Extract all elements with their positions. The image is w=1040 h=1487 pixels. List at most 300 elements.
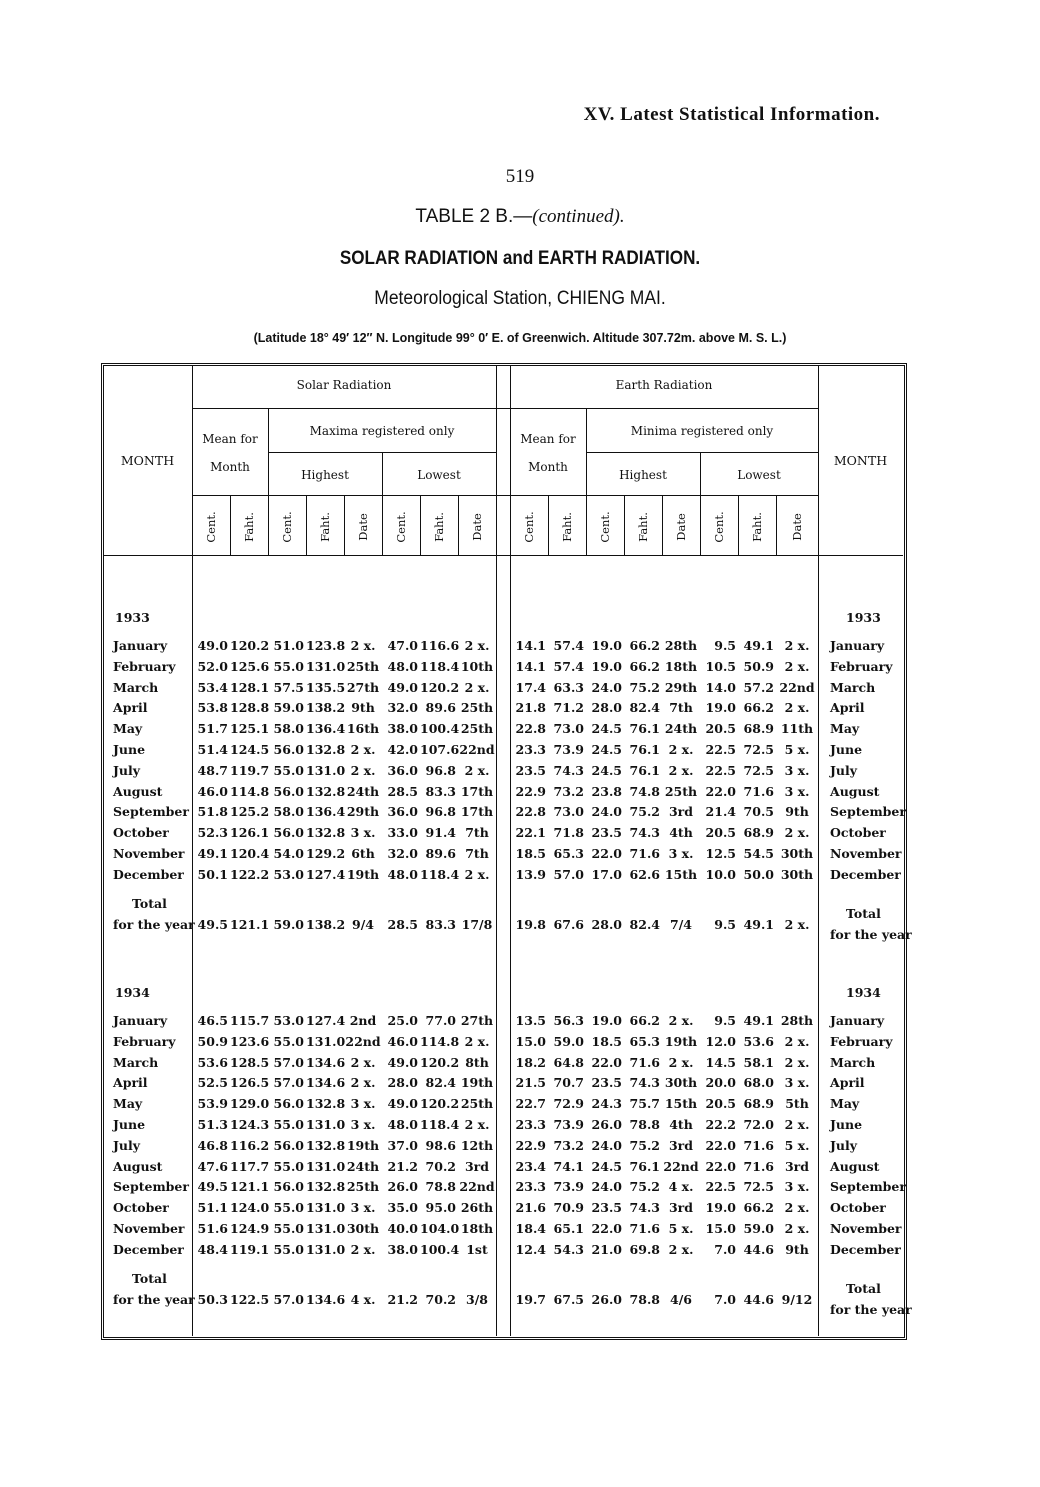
table-cell: 56.3 [553,1013,584,1028]
table-cell: 53.9 [197,1096,228,1112]
table-cell: 95.0 [425,1200,456,1216]
table-cell: 65.3 [629,1033,660,1049]
table-cell: 53.8 [197,700,228,716]
table-cell: 17th [460,804,494,820]
table-cell: 124.0 [230,1200,270,1216]
station-name: Meteorological Station, CHIENG MAI. [374,288,666,309]
table-cell: 52.5 [197,1075,228,1091]
table-cell: 2 x. [784,1200,810,1216]
table-cell: 50.1 [197,866,228,882]
table-cell: 47.0 [387,638,418,653]
table-cell: 25th [346,658,380,674]
month-name-left: October [113,825,169,841]
table-cell: 15th [664,866,698,882]
table-cell: 17.0 [591,866,622,882]
table-cell: 54.5 [743,846,774,861]
table-cell: 48.7 [197,762,228,778]
total-cell: 3/8 [466,1291,488,1307]
table-cell: 65.1 [553,1221,584,1236]
table-cell: 32.0 [387,846,418,861]
table-cell: 25th [664,783,698,799]
table-cell: 18th [460,1221,494,1236]
total-cell: 19.7 [515,1291,546,1307]
table-cell: 68.0 [743,1075,774,1091]
column-divider [818,365,819,1336]
table-cell: 131.0 [306,1117,346,1132]
table-cell: 25.0 [387,1013,418,1028]
table-cell: 24.0 [591,1137,622,1153]
table-cell: 24.3 [591,1096,622,1112]
table-cell: 14.5 [705,1054,736,1070]
total-cell: 21.2 [387,1291,418,1307]
table-cell: 63.3 [553,679,584,695]
table-cell: 25th [460,721,494,737]
table-cell: 20.0 [705,1075,736,1091]
table-cell: 13.9 [515,866,546,882]
total-cell: 70.2 [425,1291,456,1307]
total-cell: 121.1 [230,916,270,932]
station-location: (Latitude 18° 49′ 12″ N. Longitude 99° 0′ E. of Greenwich. Altitude 307.72m. above M. S. L.) [253,331,787,345]
table-cell: 2 x. [464,866,490,882]
table-cell: 17.4 [515,679,546,695]
table-cell: 19.0 [591,1013,622,1028]
unit-label-text: Cent. [598,511,612,543]
table-cell: 131.0 [306,658,346,674]
table-cell: 50.9 [197,1033,228,1049]
table-cell: 91.4 [425,825,456,841]
table-cell: 18.2 [515,1054,546,1070]
table-cell: 3 x. [784,783,810,799]
table-cell: 32.0 [387,700,418,716]
table-cell: 27th [460,1013,494,1028]
table-cell: 64.8 [553,1054,584,1070]
table-cell: 55.0 [273,658,304,674]
month-name-left: June [113,1117,146,1132]
table-cell: 2 x. [784,1117,810,1132]
table-cell: 119.1 [230,1241,270,1257]
table-cell: 58.1 [743,1054,774,1070]
month-name-right: December [830,1241,901,1257]
solar-header: Solar Radiation [296,378,392,392]
table-cell: 76.1 [629,762,660,778]
table-cell: 5 x. [784,742,810,757]
table-cell: 59.0 [743,1221,774,1236]
table-cell: 128.8 [230,700,270,716]
total-label-right: Total [846,905,881,921]
table-cell: 4th [669,825,693,841]
month-name-right: May [830,1096,860,1112]
table-cell: 124.5 [230,742,270,757]
table-cell: 5 x. [668,1221,694,1236]
total-cell: 2 x. [784,916,810,932]
table-cell: 73.2 [553,783,584,799]
table-cell: 72.5 [743,742,774,757]
month-name-right: January [830,638,885,653]
total-cell: 59.0 [273,916,304,932]
table-cell: 24.0 [591,1179,622,1195]
month-name-left: May [113,721,143,737]
table-cell: 9.5 [714,638,736,653]
table-cell: 46.0 [197,783,228,799]
table-cell: 25th [460,1096,494,1112]
header-divider [662,495,663,555]
month-name-right: March [830,679,876,695]
total-cell: 28.5 [387,916,418,932]
header-divider [776,495,777,555]
table-cell: 2 x. [668,1054,694,1070]
table-cell: 55.0 [273,1158,304,1174]
table-cell: 100.4 [420,1241,460,1257]
table-cell: 3 x. [784,1179,810,1195]
table-cell: 3rd [668,1200,694,1216]
unit-label [664,497,698,557]
table-cell: 9th [351,700,375,716]
table-cell: 19th [664,1033,698,1049]
month-name-right: September [830,804,906,820]
table-cell: 134.6 [306,1075,346,1091]
month-name-left: July [113,1137,141,1153]
column-divider [496,365,497,1336]
table-cell: 73.0 [553,804,584,820]
month-name-right: October [830,1200,886,1216]
table-cell: 98.6 [425,1137,456,1153]
table-cell: 22nd [779,679,815,695]
total-cell: 134.6 [306,1291,346,1307]
header-rule [192,495,818,496]
table-cell: 18th [664,658,698,674]
table-cell: 58.0 [273,804,304,820]
table-cell: 107.6 [420,742,460,757]
month-header-left: MONTH [120,453,175,468]
table-cell: 13.5 [515,1013,546,1028]
table-cell: 51.8 [197,804,228,820]
table-cell: 89.6 [425,700,456,716]
month-name-left: November [113,1221,185,1236]
unit-label [778,497,816,557]
table-cell: 7.0 [714,1241,736,1257]
table-cell: 3 x. [350,1096,376,1112]
table-cell: 2 x. [350,742,376,757]
table-cell: 129.2 [306,846,346,861]
table-cell: 71.6 [743,783,774,799]
table-cell: 21.2 [387,1158,418,1174]
table-cell: 48.0 [387,1117,418,1132]
table-cell: 57.5 [273,679,304,695]
table-cell: 96.8 [425,762,456,778]
table-cell: 56.0 [273,1179,304,1195]
month-name-left: June [113,742,146,757]
table-cell: 122.2 [230,866,270,882]
table-cell: 2 x. [464,762,490,778]
table-cell: 72.5 [743,1179,774,1195]
table-cell: 3 x. [784,1075,810,1091]
table-cell: 23.3 [515,1179,546,1195]
table-cell: 30th [346,1221,380,1236]
table-cell: 128.5 [230,1054,270,1070]
table-cell: 50.9 [743,658,774,674]
table-cell: 17th [460,783,494,799]
total-cell: 26.0 [591,1291,622,1307]
table-cell: 55.0 [273,1221,304,1236]
total-cell: 28.0 [591,916,622,932]
total-label-left-2: for the year [113,1291,195,1307]
table-cell: 121.1 [230,1179,270,1195]
table-cell: 46.5 [197,1013,228,1028]
total-cell: 49.5 [197,916,228,932]
header-rule [192,408,818,409]
table-cell: 22.5 [705,762,736,778]
header-rule [586,452,818,453]
unit-label-text: Faht. [750,512,764,542]
table-cell: 23.8 [591,783,622,799]
table-cell: 5th [785,1096,809,1112]
table-cell: 15.0 [705,1221,736,1236]
unit-label [588,497,622,557]
unit-label-text: Date [674,513,688,541]
table-cell: 125.2 [230,804,270,820]
month-name-right: August [830,783,880,799]
table-cell: 48.0 [387,658,418,674]
table-cell: 22nd [459,1179,495,1195]
table-cell: 12.0 [705,1033,736,1049]
table-cell: 56.0 [273,1096,304,1112]
unit-label-text: Cent. [712,511,726,543]
table-cell: 1st [466,1241,488,1257]
total-cell: 4/6 [670,1291,692,1307]
table-cell: 28.0 [591,700,622,716]
table-cell: 49.1 [197,846,228,861]
table-cell: 24th [664,721,698,737]
table-cell: 75.2 [629,804,660,820]
table-cell: 19th [346,1137,380,1153]
table-cell: 120.2 [420,1096,460,1112]
total-label-left-2: for the year [113,916,195,932]
table-cell: 49.0 [387,1096,418,1112]
table-cell: 57.2 [743,679,774,695]
table-cell: 21.5 [515,1075,546,1091]
table-cell: 2 x. [464,1117,490,1132]
table-cell: 22.0 [705,1158,736,1174]
year-label-right: 1933 [846,610,881,625]
table-cell: 114.8 [230,783,270,799]
month-name-left: April [113,700,148,716]
table-cell: 47.6 [197,1158,228,1174]
table-cell: 3 x. [350,825,376,841]
table-cell: 22.9 [515,783,546,799]
unit-label [626,497,660,557]
table-cell: 6th [351,846,375,861]
table-cell: 69.8 [629,1241,660,1257]
running-title: XV. Latest Statistical Information. [583,104,880,125]
table-cell: 8th [465,1054,489,1070]
table-cell: 76.1 [629,721,660,737]
header-divider [548,495,549,555]
table-cell: 68.9 [743,825,774,841]
table-cell: 22.0 [591,1221,622,1236]
month-name-left: September [113,1179,189,1195]
table-cell: 2 x. [464,638,490,653]
unit-label-text: Cent. [394,511,408,543]
table-cell: 134.6 [306,1054,346,1070]
unit-label-text: Cent. [280,511,294,543]
table-cell: 66.2 [629,1013,660,1028]
table-cell: 123.6 [230,1033,270,1049]
table-cell: 22.8 [515,721,546,737]
table-cell: 2 x. [784,1054,810,1070]
table-cell: 2 x. [784,1033,810,1049]
month-name-left: December [113,866,184,882]
header-divider [230,495,231,555]
table-cell: 71.6 [629,1054,660,1070]
table-cell: 38.0 [387,1241,418,1257]
header-divider [738,495,739,555]
table-cell: 22.0 [705,1137,736,1153]
table-cell: 132.8 [306,783,346,799]
table-cell: 131.0 [306,762,346,778]
table-cell: 36.0 [387,762,418,778]
earth-highest: Highest [619,468,667,482]
table-cell: 10.5 [705,658,736,674]
header-rule [268,452,496,453]
table-cell: 2 x. [350,1241,376,1257]
table-cell: 18.5 [515,846,546,861]
total-label-right: Total [846,1280,881,1296]
table-cell: 132.8 [306,1096,346,1112]
table-cell: 29th [664,679,698,695]
table-cell: 51.3 [197,1117,228,1132]
table-cell: 55.0 [273,1033,304,1049]
table-cell: 2 x. [784,700,810,716]
table-cell: 28th [780,1013,814,1028]
table-cell: 22.0 [705,783,736,799]
table-cell: 70.5 [743,804,774,820]
table-cell: 24th [346,1158,380,1174]
table-cell: 33.0 [387,825,418,841]
table-cell: 46.0 [387,1033,418,1049]
total-cell: 4 x. [350,1291,376,1307]
table-cell: 125.6 [230,658,270,674]
table-cell: 71.2 [553,700,584,716]
month-name-left: August [113,783,163,799]
total-label-left: Total [132,895,167,911]
table-cell: 19.0 [705,700,736,716]
table-cell: 49.0 [387,1054,418,1070]
table-cell: 74.3 [553,762,584,778]
table-cell: 52.3 [197,825,228,841]
table-cell: 78.8 [425,1179,456,1195]
table-cell: 131.0 [306,1241,346,1257]
table-cell: 77.0 [425,1013,456,1028]
table-cell: 57.0 [273,1075,304,1091]
table-cell: 74.3 [629,1075,660,1091]
table-cell: 126.5 [230,1075,270,1091]
table-cell: 116.6 [420,638,460,653]
table-cell: 23.5 [591,825,622,841]
table-cell: 136.4 [306,721,346,737]
table-cell: 50.0 [743,866,774,882]
month-name-right: November [830,846,902,861]
unit-label [422,497,456,557]
unit-label-text: Faht. [636,512,650,542]
table-cell: 73.9 [553,1117,584,1132]
total-cell: 9/12 [781,1291,813,1307]
table-cell: 53.0 [273,1013,304,1028]
total-cell: 49.1 [743,916,774,932]
table-cell: 49.0 [197,638,228,653]
table-cell: 20.5 [705,721,736,737]
month-header-right: MONTH [833,453,888,468]
table-cell: 119.7 [230,762,270,778]
table-cell: 4 x. [668,1179,694,1195]
table-cell: 2 x. [668,742,694,757]
month-name-right: April [830,700,865,716]
table-cell: 9th [785,804,809,820]
table-cell: 3rd [668,1137,694,1153]
unit-label-text: Faht. [432,512,446,542]
table-label-continued: (continued). [532,206,625,227]
table-cell: 132.8 [306,825,346,841]
table-cell: 51.7 [197,721,228,737]
table-cell: 24.5 [591,721,622,737]
table-cell: 57.4 [553,638,584,653]
table-cell: 21.6 [515,1200,546,1216]
month-name-left: August [113,1158,163,1174]
table-cell: 30th [664,1075,698,1091]
table-cell: 54.3 [553,1241,584,1257]
month-name-left: October [113,1200,169,1216]
table-cell: 19th [346,866,380,882]
table-cell: 38.0 [387,721,418,737]
table-cell: 115.7 [230,1013,270,1028]
table-cell: 2 x. [784,638,810,653]
table-cell: 26.0 [591,1117,622,1132]
table-cell: 51.0 [273,638,304,653]
table-cell: 72.0 [743,1117,774,1132]
table-cell: 131.0 [306,1033,346,1049]
table-cell: 54.0 [273,846,304,861]
table-cell: 24.0 [591,679,622,695]
table-cell: 52.0 [197,658,228,674]
table-cell: 82.4 [425,1075,456,1091]
table-cell: 55.0 [273,762,304,778]
solar-highest: Highest [301,468,349,482]
total-cell: 19.8 [515,916,546,932]
unit-label-text: Date [790,513,804,541]
total-cell: 44.6 [743,1291,774,1307]
month-name-left: January [113,1013,168,1028]
table-cell: 49.0 [387,679,418,695]
month-name-right: July [830,1137,858,1153]
table-cell: 27th [346,679,380,695]
earth-mean-for: Mean for [520,432,576,446]
month-name-right: October [830,825,886,841]
total-cell: 122.5 [230,1291,270,1307]
table-cell: 57.4 [553,658,584,674]
table-cell: 71.8 [553,825,584,841]
table-cell: 30th [780,846,814,861]
unit-label [702,497,736,557]
table-cell: 23.5 [591,1200,622,1216]
month-name-left: March [113,679,159,695]
table-cell: 71.6 [629,846,660,861]
month-name-left: December [113,1241,184,1257]
table-cell: 53.6 [197,1054,228,1070]
table-cell: 29th [346,804,380,820]
table-cell: 19th [460,1075,494,1091]
table-cell: 55.0 [273,1200,304,1216]
table-cell: 127.4 [306,1013,346,1028]
table-cell: 114.8 [420,1033,460,1049]
